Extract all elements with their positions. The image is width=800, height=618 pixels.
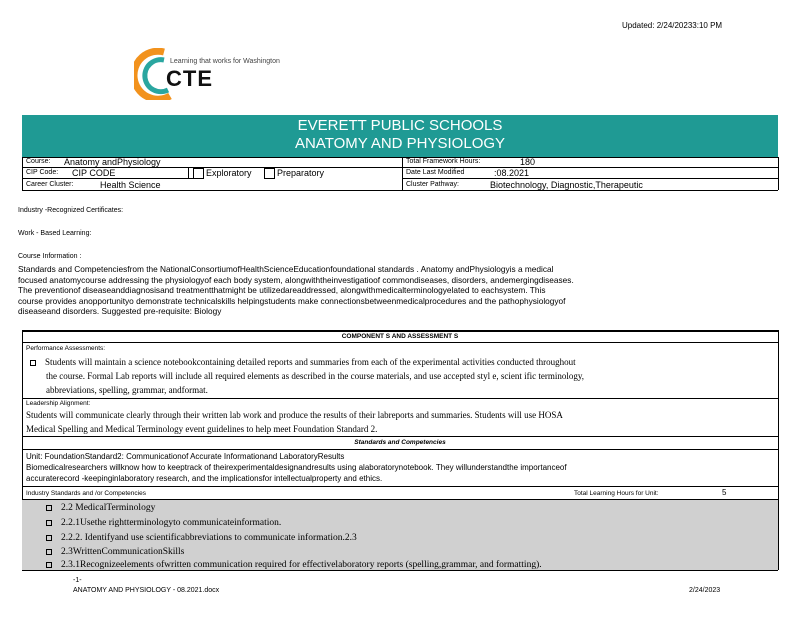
date-modified-value: :08.2021 <box>494 168 530 178</box>
career-cluster-label: Career Cluster: <box>26 181 74 188</box>
cip-label: CIP Code: <box>26 169 59 176</box>
industry-item: 2.2.2. Identifyand use scientificabbreviations to communicate information.2.3 <box>46 533 357 543</box>
performance-bullet: Students will maintain a science notebookcontaining detailed reports and summaries from each of the experimental activities conducted throughout <box>30 357 576 367</box>
info-line: The preventionof diseaseanddiagnosisand treatmentthatmight be utilizedareaddressed, alongwithmedicalterminologyelated to eachsystem. This <box>18 285 546 295</box>
industry-item: 2.3.1Recognizeelements ofwritten communication required for effectivelaboratory reports (spelling,grammar, and formatting). <box>46 560 542 570</box>
info-line: course provides anopportunityo demonstrate technicalskills helpingstudents make connectionsbetweenmedicalprocedures and the pathophysiologyof <box>18 295 566 306</box>
square-bullet-icon <box>30 360 36 366</box>
info-line: Standards and Competenciesfrom the NationalConsortiumofHealthScienceEducationfoundational standards . Anatomy andPhysiologyis a medical <box>18 264 554 274</box>
total-hours-value: 180 <box>520 157 536 167</box>
cte-logo <box>134 48 304 98</box>
checkbox-icon <box>264 168 275 179</box>
logo-tagline: Learning that works for Washington <box>170 58 280 65</box>
leadership-alignment-label: Leadership Alignment: <box>26 400 91 407</box>
banner-line-2: ANATOMY AND PHYSIOLOGY <box>294 135 506 152</box>
square-bullet-icon <box>46 505 52 511</box>
exploratory-checkbox[interactable]: Exploratory <box>193 168 252 179</box>
industry-certificates-label: Industry -Recognized Certificates: <box>18 207 124 214</box>
performance-line: the course. Formal Lab reports will include all required elements as described in the course materials, and use accepted styl e, scient ific terminology, <box>46 371 584 381</box>
info-line: focused anatomycourse addressing the physiologyof each body system, alongwiththeinvestigatioof commondiseases, disorders, andemergingdiseases. <box>18 274 574 285</box>
updated-timestamp: Updated: 2/24/20233:10 PM <box>622 21 723 30</box>
total-unit-hours-label: Total Learning Hours for Unit: <box>574 490 659 497</box>
footer-document-name: ANATOMY AND PHYSIOLOGY - 08.2021.docx <box>73 587 220 594</box>
unit-description-line: accuraterecord -keepinginlaboratory research, and the implicationsfor intellectualproperty and ethics. <box>26 474 383 483</box>
performance-assessments-label: Performance Assessments: <box>26 345 106 352</box>
square-bullet-icon <box>46 535 52 541</box>
total-unit-hours-value: 5 <box>722 488 727 497</box>
page-number: -1- <box>73 577 82 584</box>
logo-text: CTE <box>166 66 213 91</box>
course-information-label: Course Information : <box>18 253 82 260</box>
work-based-learning-label: Work - Based Learning: <box>18 230 92 237</box>
unit-description-line: Biomedicalresearchers willknow how to keeptrack of theirexperimentaldesignandresults using alaboratorynotebook. They willunderstandthe importanceof <box>26 463 567 472</box>
banner-line-1: EVERETT PUBLIC SCHOOLS <box>297 117 503 134</box>
standards-competencies-title: Standards and Competencies <box>354 439 446 446</box>
course-value: Anatomy andPhysiology <box>64 157 161 167</box>
course-information-text <box>18 264 783 317</box>
square-bullet-icon <box>46 520 52 526</box>
industry-item: 2.2.1Usethe rightterminologyto communicateinformation. <box>46 518 281 528</box>
checkbox-icon <box>193 168 204 179</box>
performance-line: abbreviations, spelling, grammar, andformat. <box>46 385 208 395</box>
components-title: COMPONENT S AND ASSESSMENT S <box>341 333 459 340</box>
career-cluster-value: Health Science <box>100 180 161 190</box>
preparatory-checkbox[interactable]: Preparatory <box>264 168 324 179</box>
info-line: diseaseand disorders. Suggested pre-requisite: Biology <box>18 306 222 316</box>
industry-standards-label: Industry Standards and /or Competencies <box>26 490 146 497</box>
cluster-pathway-label: Cluster Pathway: <box>406 181 459 188</box>
industry-item: 2.2 MedicalTerminology <box>46 503 155 513</box>
course-label: Course: <box>26 158 51 165</box>
footer-date: 2/24/2023 <box>689 587 721 594</box>
cip-value: CIP CODE <box>72 168 116 178</box>
total-hours-label: Total Framework Hours: <box>406 158 481 165</box>
leadership-line: Students will communicate clearly through their written lab work and produce the results of their labreports and summaries. Students will use HOSA <box>26 410 563 420</box>
square-bullet-icon <box>46 549 52 555</box>
industry-item: 2.3WrittenCommunicationSkills <box>46 547 184 557</box>
leadership-line: Medical Spelling and Medical Terminology event guidelines to help meet Foundation Standard 2. <box>26 424 378 434</box>
title-banner <box>22 115 778 157</box>
date-modified-label: Date Last Modified <box>406 169 465 176</box>
unit-title: Unit: FoundationStandard2: Communicationof Accurate Informationand LaboratoryResults <box>26 452 345 461</box>
square-bullet-icon <box>46 562 52 568</box>
cluster-pathway-value: Biotechnology, Diagnostic,Therapeutic <box>490 180 643 190</box>
